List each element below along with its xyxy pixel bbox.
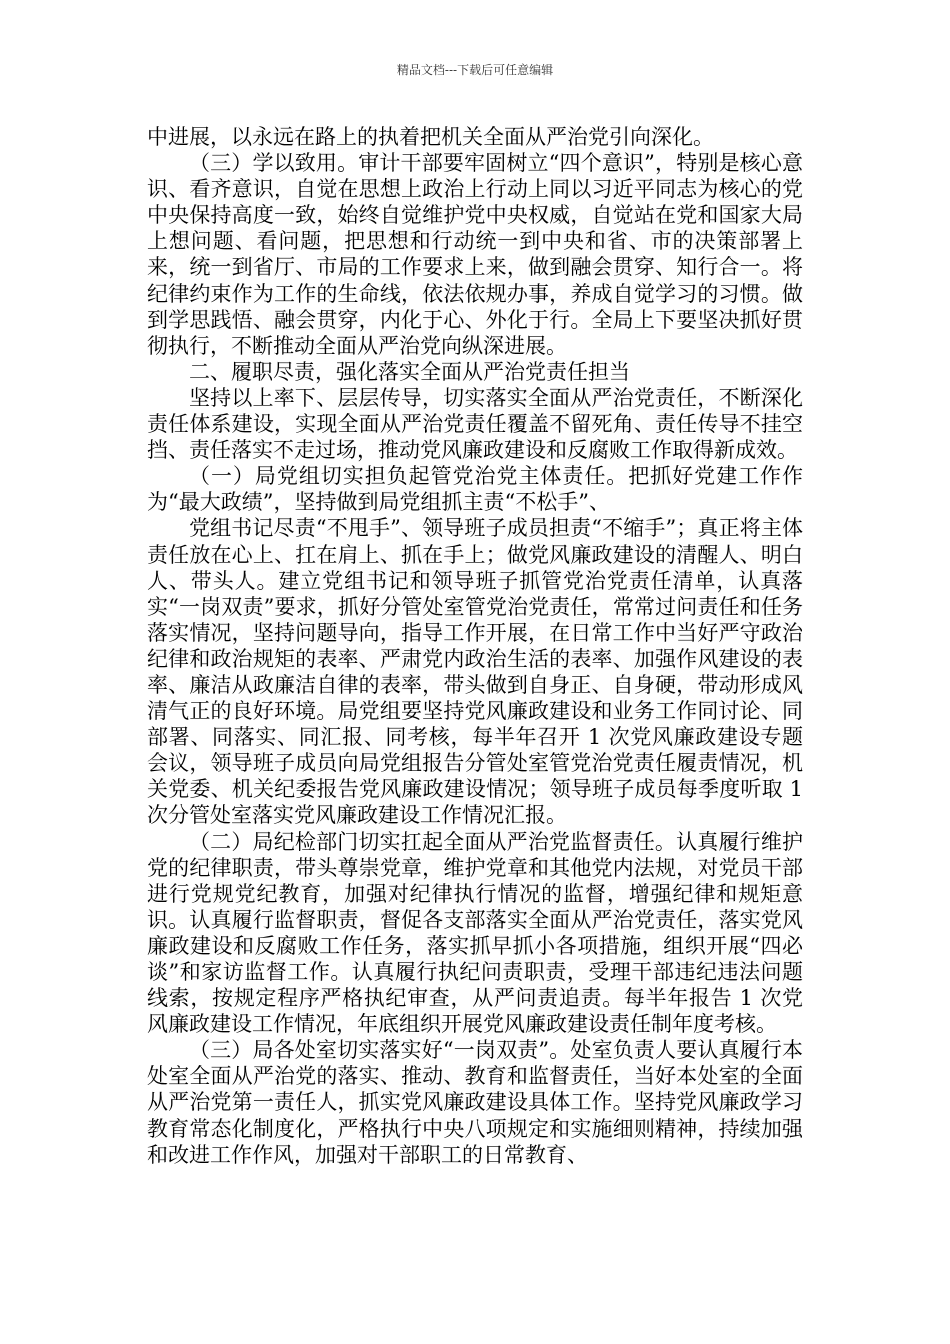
paragraph-party-group-responsibility: （一）局党组切实担负起管党治党主体责任。把抓好党建工作作为“最大政绩”，坚持做到局党组抓主责“不松手”、 <box>147 464 803 515</box>
paragraph-continuation: 中进展，以永远在路上的执着把机关全面从严治党引向深化。 <box>147 125 714 149</box>
page-header: 精品文档---下载后可任意编辑 <box>396 63 554 77</box>
paragraph-study-application: （三）学以致用。审计干部要牢固树立“四个意识”，特别是核心意识、看齐意识，自觉在思想上政治上行动上同以习近平同志为核心的党中央保持高度一致，始终自觉维护党中央权威，自觉站在党和国家大局上想问题、看问题，把思想和行动统一到中央和省、市的决策部署上来，统一到省厅、市局的工作要求上来，做到融会贯穿、知行合一。将纪律约束作为工作的生命线，依法依规办事，养成自觉学习的习惯。做到学思践悟、融会贯穿，内化于心、外化于行。全局上下要坚决抓好贯彻执行，不断推动全面从严治党向纵深进展。 <box>147 151 803 358</box>
paragraph-section-2-intro: 坚持以上率下、层层传导，切实落实全面从严治党责任，不断深化责任体系建设，实现全面从严治党责任覆盖不留死角、责任传导不挂空挡、责任落实不走过场，推动党风廉政建设和反腐败工作取得新成效。 <box>147 385 803 463</box>
paragraph-party-secretary: 党组书记尽责“不甩手”、领导班子成员担责“不缩手”；真正将主体责任放在心上、扛在肩上、抓在手上；做党风廉政建设的清醒人、明白人、带头人。建立党组书记和领导班子抓管党治党责任清单，认真落实“一岗双责”要求，抓好分管处室管党治党责任，常常过问责任和任务落实情况，坚持问题导向，指导工作开展，在日常工作中当好严守政治纪律和政治规矩的表率、严肃党内政治生活的表率、加强作风建设的表率、廉洁从政廉洁自律的表率，带头做到自身正、自身硬，带动形成风清气正的良好环境。局党组要坚持党风廉政建设和业务工作同讨论、同部署、同落实、同汇报、同考核，每半年召开 1 次党风廉政建设专题会议，领导班子成员向局党组报告分管处室管党治党责任履责情况，机关党委、机关纪委报告党风廉政建设情况；领导班子成员每季度听取 1 次分管处室落实党风廉政建设工作情况汇报。 <box>147 516 803 828</box>
section-heading-2: 二、履职尽责，强化落实全面从严治党责任担当 <box>189 359 630 384</box>
document-body <box>147 124 803 1168</box>
paragraph-discipline-inspection: （二）局纪检部门切实扛起全面从严治党监督责任。认真履行维护党的纪律职责，带头尊崇党章，维护党章和其他党内法规，对党员干部进行党规党纪教育，加强对纪律执行情况的监督，增强纪律和规矩意识。认真履行监督职责，督促各支部落实全面从严治党责任，落实党风廉政建设和反腐败工作任务，落实抓早抓小各项措施，组织开展“四必谈”和家访监督工作。认真履行执纪问责职责，受理干部违纪违法问题线索，按规定程序严格执纪审查，从严问责追责。每半年报告 1 次党风廉政建设工作情况，年底组织开展党风廉政建设责任制年度考核。 <box>147 829 803 1037</box>
paragraph-department-duties: （三）局各处室切实落实好“一岗双责”。处室负责人要认真履行本处室全面从严治党的落实、推动、教育和监督责任，当好本处室的全面从严治党第一责任人，抓实党风廉政建设具体工作。坚持党风廉政学习教育常态化制度化，严格执行中央八项规定和实施细则精神，持续加强和改进工作作风，加强对干部职工的日常教育、 <box>147 1038 803 1167</box>
